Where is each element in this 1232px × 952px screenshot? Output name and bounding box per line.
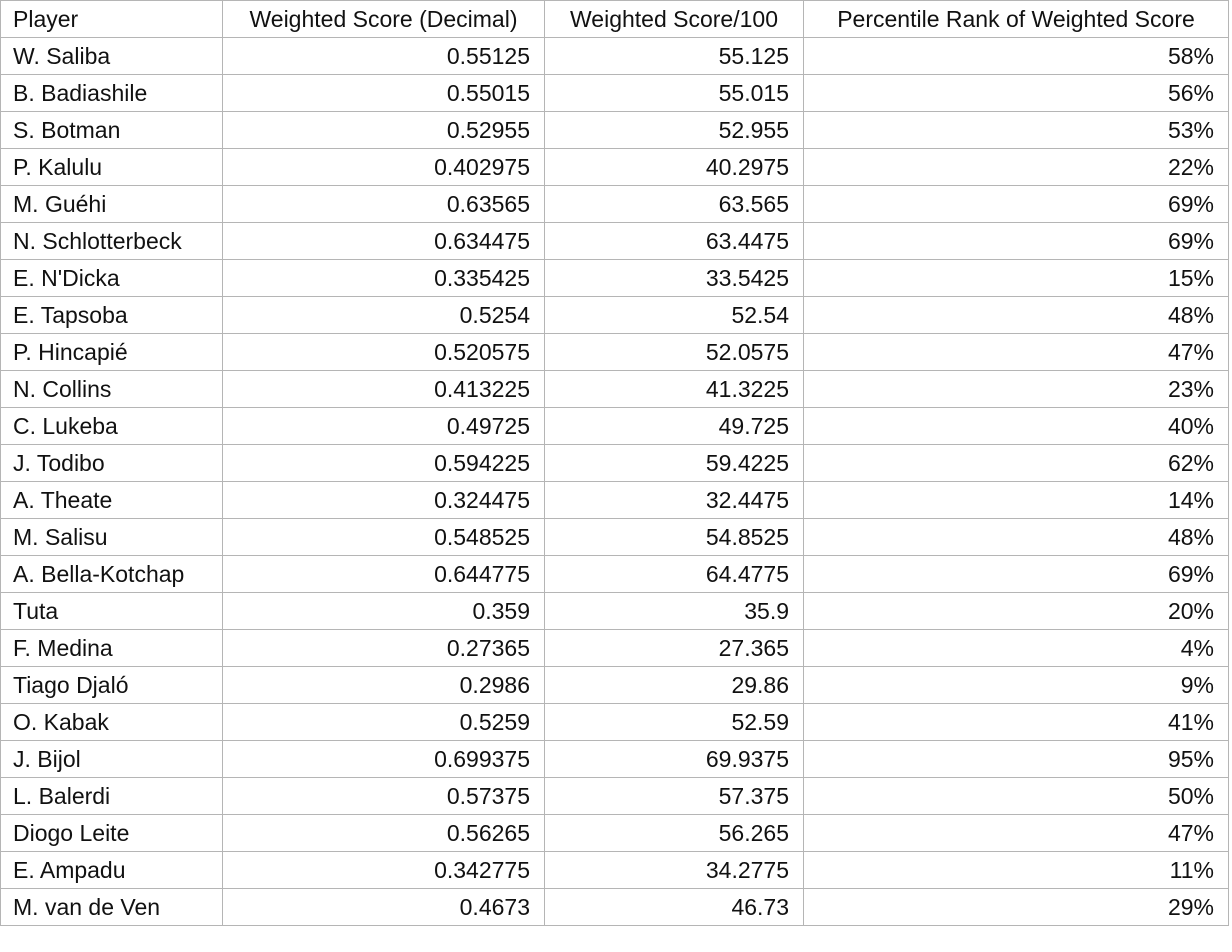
- player-name-cell: F. Medina: [1, 630, 223, 667]
- percentile-rank-cell: 69%: [804, 556, 1229, 593]
- weighted-score-decimal-cell: 0.4673: [223, 889, 545, 926]
- header-weighted-score-decimal: Weighted Score (Decimal): [223, 1, 545, 38]
- player-name-cell: W. Saliba: [1, 38, 223, 75]
- percentile-rank-cell: 56%: [804, 75, 1229, 112]
- player-name-cell: P. Kalulu: [1, 149, 223, 186]
- weighted-score-decimal-cell: 0.27365: [223, 630, 545, 667]
- player-name-cell: C. Lukeba: [1, 408, 223, 445]
- player-name-cell: M. van de Ven: [1, 889, 223, 926]
- weighted-score-100-cell: 52.54: [545, 297, 804, 334]
- weighted-score-100-cell: 63.4475: [545, 223, 804, 260]
- percentile-rank-cell: 11%: [804, 852, 1229, 889]
- percentile-rank-cell: 48%: [804, 519, 1229, 556]
- weighted-score-decimal-cell: 0.2986: [223, 667, 545, 704]
- percentile-rank-cell: 47%: [804, 815, 1229, 852]
- weighted-score-100-cell: 69.9375: [545, 741, 804, 778]
- table-row: [1, 260, 1229, 297]
- percentile-rank-cell: 41%: [804, 704, 1229, 741]
- table-row: [1, 815, 1229, 852]
- weighted-score-decimal-cell: 0.520575: [223, 334, 545, 371]
- table-row: [1, 297, 1229, 334]
- player-name-cell: N. Schlotterbeck: [1, 223, 223, 260]
- percentile-rank-cell: 50%: [804, 778, 1229, 815]
- weighted-score-100-cell: 32.4475: [545, 482, 804, 519]
- percentile-rank-cell: 58%: [804, 38, 1229, 75]
- player-name-cell: A. Theate: [1, 482, 223, 519]
- weighted-score-decimal-cell: 0.324475: [223, 482, 545, 519]
- weighted-score-100-cell: 27.365: [545, 630, 804, 667]
- weighted-score-100-cell: 46.73: [545, 889, 804, 926]
- player-name-cell: M. Guéhi: [1, 186, 223, 223]
- percentile-rank-cell: 15%: [804, 260, 1229, 297]
- player-name-cell: L. Balerdi: [1, 778, 223, 815]
- weighted-score-100-cell: 52.955: [545, 112, 804, 149]
- weighted-score-100-cell: 29.86: [545, 667, 804, 704]
- table-body: [1, 38, 1229, 926]
- table-row: [1, 149, 1229, 186]
- percentile-rank-cell: 47%: [804, 334, 1229, 371]
- weighted-score-100-cell: 59.4225: [545, 445, 804, 482]
- weighted-score-100-cell: 35.9: [545, 593, 804, 630]
- player-name-cell: Tiago Djaló: [1, 667, 223, 704]
- player-name-cell: E. Ampadu: [1, 852, 223, 889]
- table-row: [1, 408, 1229, 445]
- weighted-score-100-cell: 64.4775: [545, 556, 804, 593]
- header-row: [1, 1, 1229, 38]
- percentile-rank-cell: 95%: [804, 741, 1229, 778]
- table-header: [1, 1, 1229, 38]
- table-row: [1, 593, 1229, 630]
- table-row: [1, 334, 1229, 371]
- percentile-rank-cell: 69%: [804, 223, 1229, 260]
- player-name-cell: S. Botman: [1, 112, 223, 149]
- weighted-score-decimal-cell: 0.548525: [223, 519, 545, 556]
- weighted-score-decimal-cell: 0.5259: [223, 704, 545, 741]
- weighted-score-100-cell: 40.2975: [545, 149, 804, 186]
- weighted-score-decimal-cell: 0.49725: [223, 408, 545, 445]
- table-row: [1, 778, 1229, 815]
- weighted-score-100-cell: 54.8525: [545, 519, 804, 556]
- header-percentile-rank: Percentile Rank of Weighted Score: [804, 1, 1229, 38]
- weighted-score-100-cell: 41.3225: [545, 371, 804, 408]
- percentile-rank-cell: 62%: [804, 445, 1229, 482]
- table-row: [1, 186, 1229, 223]
- weighted-score-100-cell: 55.125: [545, 38, 804, 75]
- weighted-score-100-cell: 63.565: [545, 186, 804, 223]
- weighted-score-decimal-cell: 0.402975: [223, 149, 545, 186]
- player-name-cell: P. Hincapié: [1, 334, 223, 371]
- player-name-cell: Diogo Leite: [1, 815, 223, 852]
- weighted-score-decimal-cell: 0.55125: [223, 38, 545, 75]
- weighted-score-100-cell: 56.265: [545, 815, 804, 852]
- percentile-rank-cell: 48%: [804, 297, 1229, 334]
- weighted-score-100-cell: 52.0575: [545, 334, 804, 371]
- weighted-score-decimal-cell: 0.63565: [223, 186, 545, 223]
- weighted-score-100-cell: 34.2775: [545, 852, 804, 889]
- player-name-cell: Tuta: [1, 593, 223, 630]
- weighted-score-decimal-cell: 0.413225: [223, 371, 545, 408]
- weighted-score-100-cell: 52.59: [545, 704, 804, 741]
- player-name-cell: A. Bella-Kotchap: [1, 556, 223, 593]
- player-name-cell: O. Kabak: [1, 704, 223, 741]
- header-weighted-score-100: Weighted Score/100: [545, 1, 804, 38]
- weighted-score-decimal-cell: 0.56265: [223, 815, 545, 852]
- table-row: [1, 852, 1229, 889]
- table-row: [1, 741, 1229, 778]
- table-row: [1, 630, 1229, 667]
- player-name-cell: M. Salisu: [1, 519, 223, 556]
- table-row: [1, 112, 1229, 149]
- table-row: [1, 223, 1229, 260]
- weighted-score-100-cell: 57.375: [545, 778, 804, 815]
- weighted-score-decimal-cell: 0.342775: [223, 852, 545, 889]
- percentile-rank-cell: 9%: [804, 667, 1229, 704]
- percentile-rank-cell: 23%: [804, 371, 1229, 408]
- table-row: [1, 556, 1229, 593]
- weighted-score-decimal-cell: 0.52955: [223, 112, 545, 149]
- percentile-rank-cell: 14%: [804, 482, 1229, 519]
- weighted-score-decimal-cell: 0.699375: [223, 741, 545, 778]
- table-row: [1, 371, 1229, 408]
- percentile-rank-cell: 22%: [804, 149, 1229, 186]
- weighted-score-decimal-cell: 0.57375: [223, 778, 545, 815]
- percentile-rank-cell: 69%: [804, 186, 1229, 223]
- weighted-score-100-cell: 49.725: [545, 408, 804, 445]
- header-player: Player: [1, 1, 223, 38]
- table-row: [1, 75, 1229, 112]
- player-name-cell: E. N'Dicka: [1, 260, 223, 297]
- percentile-rank-cell: 29%: [804, 889, 1229, 926]
- weighted-score-decimal-cell: 0.634475: [223, 223, 545, 260]
- table-row: [1, 482, 1229, 519]
- player-name-cell: N. Collins: [1, 371, 223, 408]
- table-row: [1, 704, 1229, 741]
- player-name-cell: J. Todibo: [1, 445, 223, 482]
- percentile-rank-cell: 40%: [804, 408, 1229, 445]
- weighted-score-decimal-cell: 0.644775: [223, 556, 545, 593]
- table-row: [1, 667, 1229, 704]
- percentile-rank-cell: 53%: [804, 112, 1229, 149]
- table-row: [1, 38, 1229, 75]
- weighted-score-decimal-cell: 0.55015: [223, 75, 545, 112]
- player-name-cell: J. Bijol: [1, 741, 223, 778]
- weighted-score-100-cell: 55.015: [545, 75, 804, 112]
- percentile-rank-cell: 4%: [804, 630, 1229, 667]
- weighted-score-decimal-cell: 0.359: [223, 593, 545, 630]
- weighted-score-100-cell: 33.5425: [545, 260, 804, 297]
- weighted-score-decimal-cell: 0.5254: [223, 297, 545, 334]
- weighted-score-decimal-cell: 0.335425: [223, 260, 545, 297]
- player-name-cell: B. Badiashile: [1, 75, 223, 112]
- table-row: [1, 445, 1229, 482]
- percentile-rank-cell: 20%: [804, 593, 1229, 630]
- player-name-cell: E. Tapsoba: [1, 297, 223, 334]
- table-row: [1, 519, 1229, 556]
- weighted-score-decimal-cell: 0.594225: [223, 445, 545, 482]
- table-row: [1, 889, 1229, 926]
